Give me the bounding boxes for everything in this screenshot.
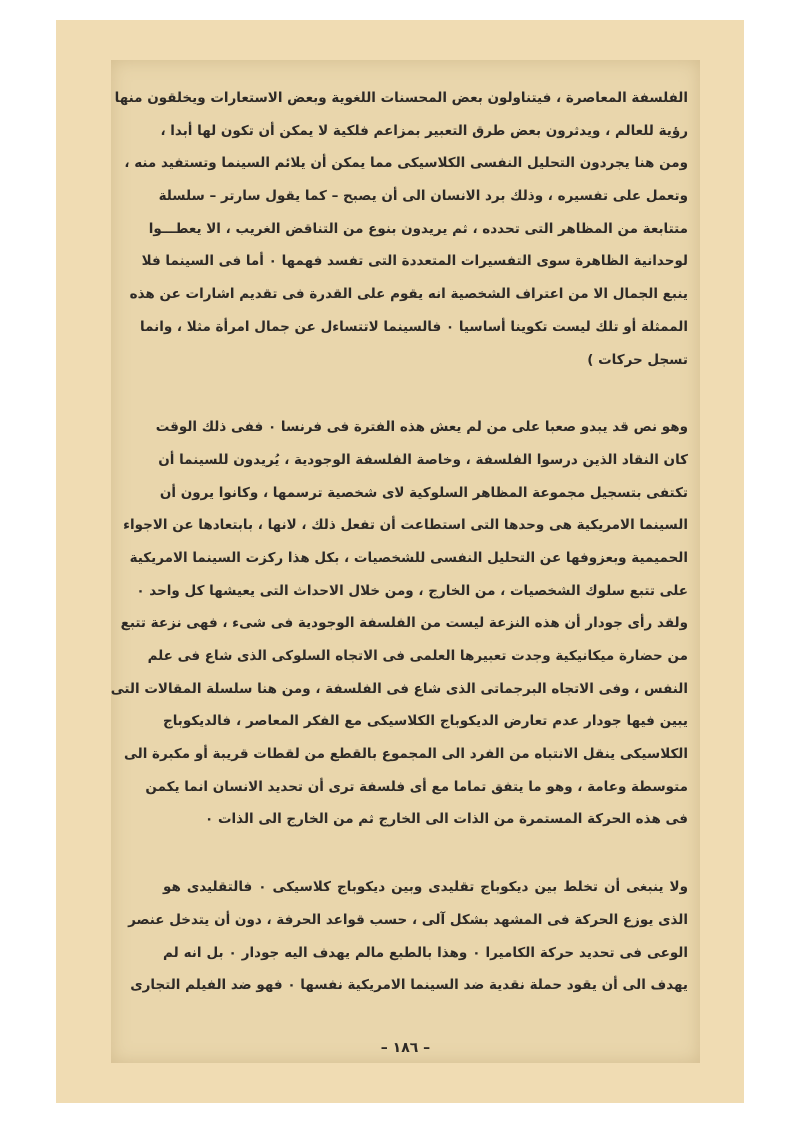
text-line: ولقد رأى جودار أن هذه النزعة ليست من الفلسفة الوجودية فى شىء ، فهى نزعة تتبع — [120, 615, 688, 632]
text-line: من حضارة ميكانيكية وجدت تعبيرها العلمى فى الاتجاه السلوكى الذى شاع فى علم — [147, 648, 688, 664]
text-line: الحميمية وبعزوفها عن التحليل النفسى للشخصيات ، بكل هذا ركزت السينما الامريكية — [129, 549, 688, 566]
text-line: السينما الامريكية هى وحدها التى استطاعت أن تفعل ذلك ، لانها ، بابتعادها عن الاجواء — [123, 517, 688, 534]
book-page — [111, 60, 700, 1063]
text-line: كان النقاد الذين درسوا الفلسفة ، وخاصة الفلسفة الوجودية ، يُريدون للسينما أن — [158, 451, 688, 468]
text-line: متتابعة من المظاهر التى تحدده ، ثم يريدون بنوع من التناقض الغريب ، الا يعطـــوا — [148, 220, 688, 237]
text-line: الوعى فى تحديد حركة الكاميرا ٠ وهذا بالطبع مالم يهدف اليه جودار ٠ بل انه لم — [163, 944, 688, 961]
text-line: فى هذه الحركة المستمرة من الذات الى الخارج ثم من الخارج الى الذات ٠ — [205, 811, 688, 828]
text-line: وهو نص قد يبدو صعبا على من لم يعش هذه الفترة فى فرنسا ٠ ففى ذلك الوقت — [155, 419, 688, 436]
text-line: الفلسفة المعاصرة ، فيتناولون بعض المحسنات اللغوية وبعض الاستعارات ويخلقون منها — [114, 90, 688, 106]
text-line: رؤية للعالم ، ويدثرون بعض طرق التعبير بمزاعم فلكية لا يمكن أن تكون لها أبدا ، — [160, 122, 688, 139]
text-line: يهدف الى أن يقود حملة نقدية ضد السينما الامريكية نفسها ٠ فهو ضد الفيلم التجارى — [130, 977, 688, 994]
text-line: الذى يوزع الحركة فى المشهد بشكل آلى ، حسب قواعد الحرفة ، دون أن يتدخل عنصر — [128, 911, 688, 928]
text-line: تسجل حركات ) — [587, 351, 688, 368]
text-line: الممثلة أو تلك ليست تكوينا أساسيا ٠ فالسينما لاتتساءل عن جمال امرأة مثلا ، وانما — [140, 318, 688, 335]
text-line: الكلاسيكى ينقل الانتباه من الفرد الى المجموع بالقطع من لقطات قريبة أو مكبرة الى — [123, 746, 688, 763]
paragraph-2 — [110, 411, 688, 836]
page-number: – ١٨٦ – — [380, 1040, 431, 1056]
text-line: يبين فيها جودار عدم تعارض الديكوباج الكلاسيكى مع الفكر المعاصر ، فالديكوباج — [163, 713, 688, 730]
page-body-text — [110, 82, 689, 1002]
text-line: تكتفى بتسجيل مجموعة المظاهر السلوكية لاى شخصية ترسمها ، وكانوا يرون أن — [159, 484, 688, 501]
text-line: النفس ، وفى الاتجاه البرجماتى الذى شاع فى الفلسفة ، ومن هنا سلسلة المقالات التى — [110, 680, 688, 697]
text-line: ينبع الجمال الا من اعتراف الشخصية انه يقوم على القدرة فى تقديم اشارات عن هذه — [129, 286, 688, 303]
text-line: على تتبع سلوك الشخصيات ، من الخارج ، ومن خلال الاحداث التى يعيشها كل واحد ٠ — [136, 582, 688, 599]
text-line: لوحدانية الظاهرة سوى التفسيرات المتعددة التى تفسد فهمها ٠ أما فى السينما فلا — [141, 253, 688, 270]
text-line: ومن هنا يجردون التحليل النفسى الكلاسيكى مما يمكن أن يلائم السينما وتستفيد منه ، — [124, 155, 688, 172]
text-line: ولا ينبغى أن تخلط بين ديكوباج تقليدى وبين ديكوباج كلاسيكى ٠ فالتقليدى هو — [163, 879, 689, 896]
paragraph-3 — [128, 871, 689, 1002]
paragraph-1 — [114, 82, 688, 376]
paragraph-gap — [163, 836, 688, 871]
text-line: وتعمل على تفسيره ، وذلك برد الانسان الى أن يصبح – كما يقول سارتر – سلسلة — [158, 188, 688, 205]
scan-border — [56, 20, 744, 1103]
text-line: متوسطة وعامة ، وهو ما يتفق تماما مع أى فلسفة ترى أن تحديد الانسان انما يكمن — [145, 778, 688, 795]
paragraph-gap — [163, 376, 688, 411]
